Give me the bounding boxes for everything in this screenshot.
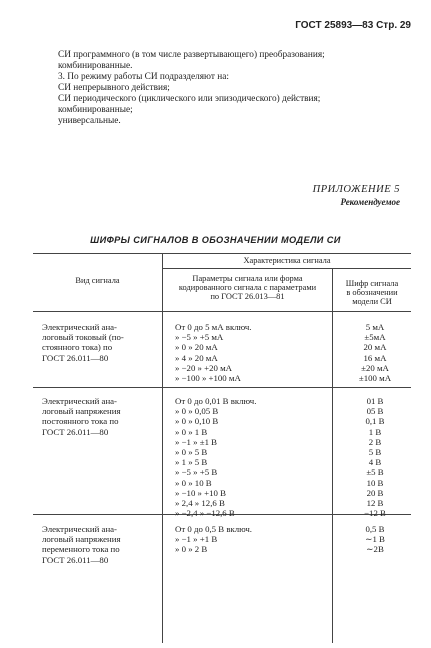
intro-line: комбинированные. [58, 61, 133, 71]
column-header-parameters: Параметры сигнала или форма кодированного сигнала с параметрами по ГОСТ 26.013—81 [178, 274, 317, 301]
intro-line: СИ периодического (циклического или эпизодического) действия; [58, 94, 321, 104]
column-divider [162, 253, 163, 643]
page-header: ГОСТ 25893—83 Стр. 29 [295, 20, 411, 31]
group-header-rule [163, 268, 411, 269]
table-title: ШИФРЫ СИГНАЛОВ В ОБОЗНАЧЕНИИ МОДЕЛИ СИ [90, 235, 341, 245]
code-cell: 0,5 В ∼1 В ∼2В [365, 524, 385, 555]
section-divider [33, 387, 411, 388]
column-divider [332, 268, 333, 643]
column-header-signal-type: Вид сигнала [75, 276, 120, 285]
intro-line: СИ программного (в том числе развертывающего) преобразования; [58, 50, 325, 60]
parameters-cell: От 0 до 0,01 В включ. » 0 » 0,05 В » 0 » 0,10 В » 0 » 1 В » −1 » ±1 В » 0 » 5 В » 1 » 5 В » −5 » +5 В » 0 » 10 В » −10 » +10 В » 2,4 » 12,6 В » −2,4 » −12,6 В [175, 396, 257, 519]
intro-line: комбинированные; [58, 105, 133, 115]
appendix-title: ПРИЛОЖЕНИЕ 5 [312, 184, 400, 195]
group-header: Характеристика сигнала [243, 256, 331, 265]
intro-line: СИ непрерывного действия; [58, 83, 170, 93]
intro-line: 3. По режиму работы СИ подразделяют на: [58, 72, 229, 82]
code-cell: 01 В 05 В 0,1 В 1 В 2 В 5 В 4 В ±5 В 10 В 20 В 12 В −12 В [364, 396, 386, 519]
header-bottom-rule [33, 311, 411, 312]
signal-type-cell: Электрический ана- логовый напряжения постоянного тока по ГОСТ 26.011—80 [42, 396, 121, 437]
code-cell: 5 мА ±5мА 20 мА 16 мА ±20 мА ±100 мА [358, 322, 392, 384]
intro-line: универсальные. [58, 116, 121, 126]
parameters-cell: От 0 до 0,5 В включ. » −1 » +1 В » 0 » 2 В [175, 524, 253, 555]
table-top-rule [33, 253, 411, 254]
signal-type-cell: Электрический ана- логовый напряжения переменного тока по ГОСТ 26.011—80 [42, 524, 121, 565]
parameters-cell: От 0 до 5 мА включ. » −5 » +5 мА » 0 » 20 мА » 4 » 20 мА » −20 » +20 мА » −100 » +100 мА [175, 322, 252, 384]
column-header-code: Шифр сигнала в обозначении модели СИ [345, 279, 399, 306]
appendix-note: Рекомендуемое [340, 197, 400, 207]
signal-type-cell: Электрический ана- логовый токовый (по- стоянного тока) по ГОСТ 26.011—80 [42, 322, 124, 363]
